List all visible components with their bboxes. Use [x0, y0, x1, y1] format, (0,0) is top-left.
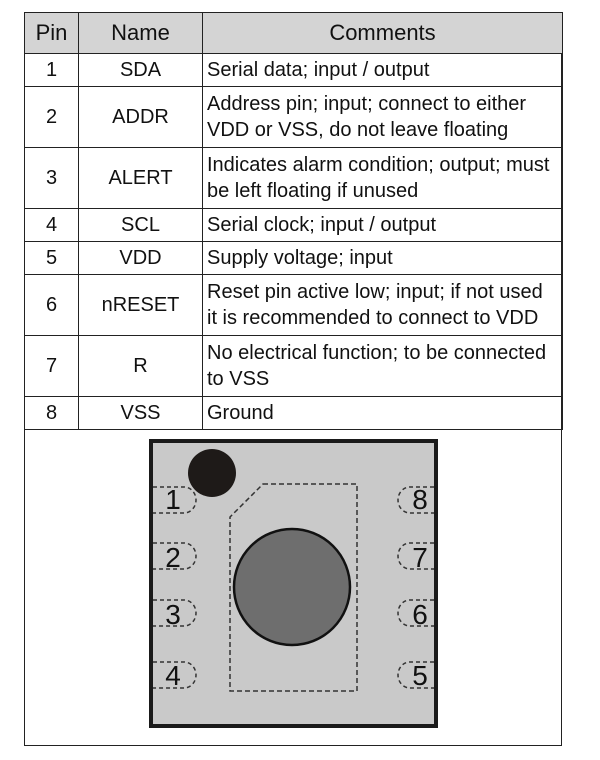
table-row [25, 87, 563, 148]
table-row [25, 148, 563, 209]
pin-name: nRESET [79, 275, 203, 336]
pin-name: SCL [79, 209, 203, 242]
table-row [25, 275, 563, 336]
pin-label-2: 2 [165, 542, 181, 573]
table-row [25, 242, 563, 275]
pin-name: VDD [79, 242, 203, 275]
pin-number: 4 [25, 209, 79, 242]
pin-comment: No electrical function; to be connected to VSS [203, 336, 563, 397]
pin-assignment-table [24, 12, 563, 430]
pin-label-4: 4 [165, 660, 181, 691]
pin-number: 2 [25, 87, 79, 148]
pin-number: 7 [25, 336, 79, 397]
table-header-row [25, 13, 563, 54]
pin-label-6: 6 [412, 599, 428, 630]
pin-name: ALERT [79, 148, 203, 209]
table-row [25, 336, 563, 397]
table-row [25, 54, 563, 87]
pin-number: 5 [25, 242, 79, 275]
package-drawing [153, 443, 434, 724]
pin-name: ADDR [79, 87, 203, 148]
pin-number: 6 [25, 275, 79, 336]
pin-name: R [79, 336, 203, 397]
pin-label-5: 5 [412, 660, 428, 691]
pin-label-7: 7 [412, 542, 428, 573]
pin-comment: Serial clock; input / output [203, 209, 563, 242]
pin-name: VSS [79, 397, 203, 430]
pin-comment: Indicates alarm condition; output; must be left floating if unused [203, 148, 563, 209]
exposed-pad [234, 529, 350, 645]
package-pinout-diagram [149, 439, 438, 728]
table-row [25, 209, 563, 242]
table-row [25, 397, 563, 430]
pin-comment: Serial data; input / output [203, 54, 563, 87]
pin-label-3: 3 [165, 599, 181, 630]
pin1-marker-dot [188, 449, 236, 497]
pin-comment: Supply voltage; input [203, 242, 563, 275]
header-pin: Pin [25, 13, 79, 54]
pin-label-8: 8 [412, 484, 428, 515]
pin-label-1: 1 [165, 484, 181, 515]
pin-comment: Address pin; input; connect to either VDD or VSS, do not leave floating [203, 87, 563, 148]
pin-number: 3 [25, 148, 79, 209]
header-comments: Comments [203, 13, 563, 54]
pin-number: 1 [25, 54, 79, 87]
pin-name: SDA [79, 54, 203, 87]
pin-comment: Ground [203, 397, 563, 430]
header-name: Name [79, 13, 203, 54]
pin-comment: Reset pin active low; input; if not used it is recommended to connect to VDD [203, 275, 563, 336]
pin-number: 8 [25, 397, 79, 430]
